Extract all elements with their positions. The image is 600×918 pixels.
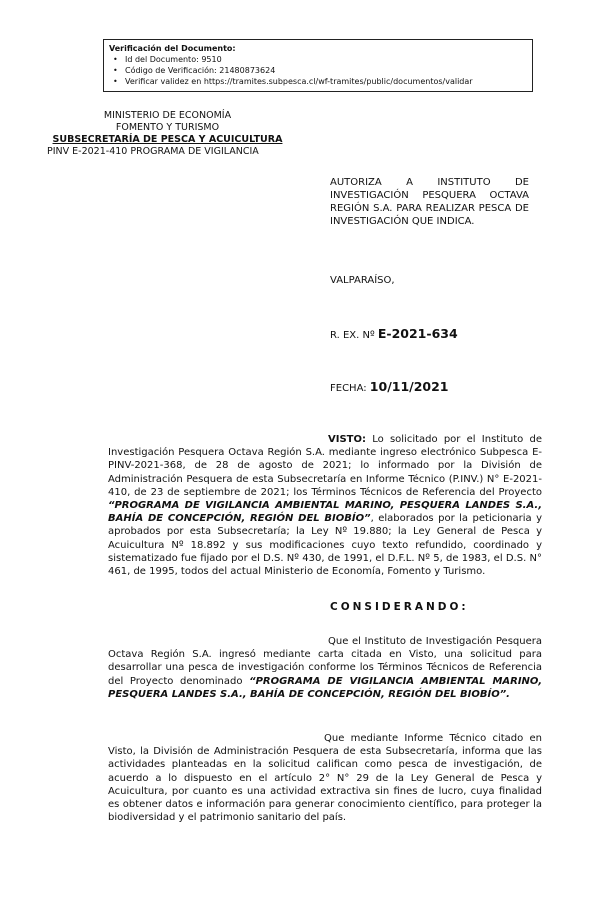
document-id: • Id del Documento: 9510 xyxy=(125,54,527,65)
considerando-2-text: Que mediante Informe Técnico citado en Visto, la División de Administración Pesquera de esta Subsecretaría, informa que las actividades planteadas en la solicitud califican como pesca de investigación, de acuerdo a lo dispuesto en el artículo 2° N° 29 de la Ley General de Pesca y Acuicultura, por cuanto es una actividad extractiva sin fines de lucro, cuya finalidad es obtener datos e información para generar conocimiento científico, para proteger la biodiversidad y el patrimonio sanitario del país. xyxy=(108,733,542,824)
verification-url[interactable]: • Verificar validez en https://tramites.subpesca.cl/wf-tramites/public/documentos/validar xyxy=(125,76,527,87)
verification-box xyxy=(103,39,533,92)
verification-list xyxy=(109,54,527,87)
considerando-heading: CONSIDERANDO: xyxy=(330,601,469,613)
ministry-name-2: FOMENTO Y TURISMO xyxy=(115,122,220,133)
resolution-value: E-2021-634 xyxy=(377,326,458,341)
resolution-summary: AUTORIZA A INSTITUTO DE INVESTIGACIÓN PESQUERA OCTAVA REGIÓN S.A. PARA REALIZAR PESCA DE INVESTIGACIÓN QUE INDICA. xyxy=(330,177,529,227)
place: VALPARAÍSO, xyxy=(330,275,395,286)
considerando-1-text: Que el Instituto de Investigación Pesquera Octava Región S.A. ingresó mediante carta citada en Visto, una solicitud para desarrollar una pesca de investigación conforme los Términos Técnicos de Referencia del Proyecto denominado xyxy=(108,636,542,687)
considerando-paragraph-1 xyxy=(108,635,542,701)
resolution-number xyxy=(330,326,458,341)
visto-paragraph xyxy=(108,433,542,578)
pinv-reference: PINV E-2021-410 PROGRAMA DE VIGILANCIA xyxy=(47,146,259,157)
visto-text: Lo solicitado por el Instituto de Investigación Pesquera Octava Región S.A. mediante ingreso electrónico Subpesca E-PINV-2021-368, de 28 de agosto de 2021; lo informado por la División de Administración Pesquera de esta Subsecretaría en Informe Técnico (P.INV.) N° E-2021-410, de 23 de septiembre de 2021; los Términos Técnicos de Referencia del Proyecto xyxy=(108,434,542,498)
date-label: FECHA: xyxy=(330,383,367,394)
considerando-paragraph-2 xyxy=(108,732,542,824)
visto-text-end: , elaborados por la peticionaria y aprobados por esta Subsecretaría; la Ley Nº 19.880; la Ley General de Pesca y Acuicultura Nº 18.892 y sus modificaciones cuyo texto refundido, coordinado y sistematizado fue fijado por el D.S. Nº 430, de 1991, el D.F.L. Nº 5, de 1983, el D.S. N° 461, de 1995, todos del actual Ministerio de Economía, Fomento y Turismo. xyxy=(108,513,542,578)
verification-code: • Código de Verificación: 21480873624 xyxy=(125,65,527,76)
ministry-header xyxy=(30,110,305,146)
subsecretaria-name: SUBSECRETARÍA DE PESCA Y ACUICULTURA xyxy=(52,134,283,145)
visto-project-title: “PROGRAMA DE VIGILANCIA AMBIENTAL MARINO, PESQUERA LANDES S.A., BAHÍA DE CONCEPCIÓN, REGIÓN DEL BIOBÍO” xyxy=(108,500,542,525)
ministry-name: MINISTERIO DE ECONOMÍA xyxy=(103,110,232,121)
resolution-date xyxy=(330,379,449,394)
considerando-1-project-title: “PROGRAMA DE VIGILANCIA AMBIENTAL MARINO, PESQUERA LANDES S.A., BAHÍA DE CONCEPCIÓN, REGIÓN DEL BIOBÍO” xyxy=(108,675,543,700)
visto-heading: VISTO: xyxy=(328,434,366,445)
verification-title: Verificación del Documento: xyxy=(109,44,236,53)
resolution-label: R. EX. Nº xyxy=(330,330,375,341)
considerando-1-end: . xyxy=(506,688,510,700)
date-value: 10/11/2021 xyxy=(369,379,449,394)
